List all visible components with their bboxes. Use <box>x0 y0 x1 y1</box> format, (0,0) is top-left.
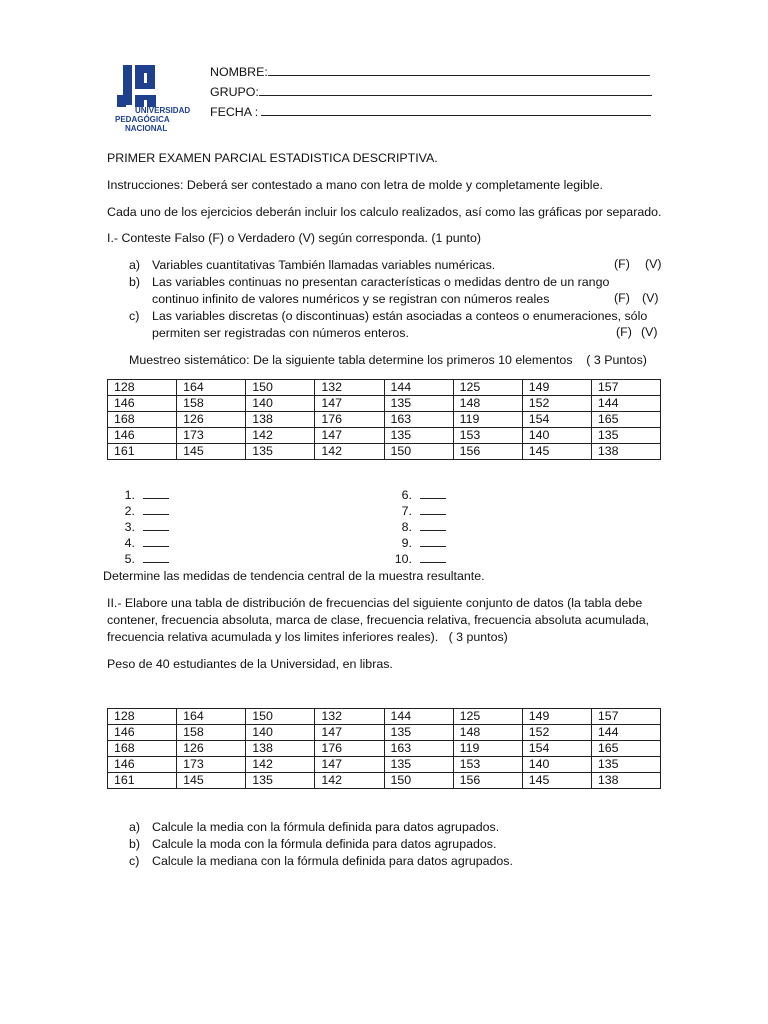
table-cell: 140 <box>246 396 315 412</box>
section2-heading-3: frecuencia relativa acumulada y los limites inferiores reales). ( 3 puntos) <box>107 630 508 644</box>
table-cell: 168 <box>108 741 177 757</box>
table-cell: 164 <box>177 709 246 725</box>
nombre-line[interactable] <box>268 64 650 76</box>
table-cell: 150 <box>246 709 315 725</box>
table-cell: 148 <box>453 725 522 741</box>
table-cell: 165 <box>591 412 660 428</box>
tf-item-c-true[interactable]: (V) <box>641 325 658 339</box>
table-cell: 164 <box>177 380 246 396</box>
table-cell: 140 <box>522 757 591 773</box>
table-cell: 140 <box>522 428 591 444</box>
table-cell: 144 <box>591 396 660 412</box>
table-cell: 126 <box>177 741 246 757</box>
upn-logo-icon <box>113 63 205 133</box>
question-b-text: Calcule la moda con la fórmula definida para datos agrupados. <box>152 837 497 851</box>
table-cell: 125 <box>453 380 522 396</box>
table-cell: 135 <box>591 757 660 773</box>
table-row <box>108 741 661 757</box>
answer-row[interactable]: 10. <box>390 551 510 567</box>
table-cell: 149 <box>522 709 591 725</box>
table-cell: 176 <box>315 741 384 757</box>
table-cell: 150 <box>384 773 453 789</box>
tf-item-a-marker: a) <box>129 258 141 272</box>
table-cell: 158 <box>177 725 246 741</box>
table-cell: 119 <box>453 741 522 757</box>
tf-item-b-marker: b) <box>129 275 141 289</box>
question-b-marker: b) <box>129 837 141 851</box>
table-row <box>108 725 661 741</box>
table-cell: 142 <box>315 773 384 789</box>
table-row <box>108 396 661 412</box>
answer-row[interactable]: 9. <box>390 535 510 551</box>
question-a-marker: a) <box>129 820 141 834</box>
table-cell: 138 <box>246 412 315 428</box>
table-row <box>108 380 661 396</box>
answer-row[interactable]: 6. <box>390 487 510 503</box>
logo-line2: PEDAGÓGICA <box>115 115 170 124</box>
table-cell: 163 <box>384 741 453 757</box>
table-cell: 153 <box>453 428 522 444</box>
table-cell: 157 <box>591 709 660 725</box>
table-cell: 146 <box>108 396 177 412</box>
answer-blank[interactable] <box>143 519 169 531</box>
table-cell: 154 <box>522 412 591 428</box>
table-row <box>108 444 661 460</box>
tf-item-a-text: Variables cuantitativas También llamadas variables numéricas. <box>152 258 496 272</box>
table-cell: 119 <box>453 412 522 428</box>
table-cell: 135 <box>246 444 315 460</box>
logo-line1: UNIVERSIDAD <box>135 106 191 115</box>
table-cell: 173 <box>177 428 246 444</box>
tf-item-c-text-1: Las variables discretas (o discontinuas) están asociadas a conteos o enumeraciones, sólo <box>152 309 648 323</box>
tf-item-a-true[interactable]: (V) <box>645 257 662 271</box>
table-cell: 147 <box>315 428 384 444</box>
question-a-text: Calcule la media con la fórmula definida para datos agrupados. <box>152 820 500 834</box>
answer-row[interactable]: 3. <box>113 519 233 535</box>
table-cell: 146 <box>108 428 177 444</box>
answer-blank[interactable] <box>420 487 446 499</box>
question-c-marker: c) <box>129 854 140 868</box>
table-cell: 146 <box>108 757 177 773</box>
sampling-instruction: Muestreo sistemático: De la siguiente tabla determine los primeros 10 elementos ( 3 Puntos) <box>129 353 647 367</box>
table-cell: 126 <box>177 412 246 428</box>
table-cell: 158 <box>177 396 246 412</box>
table-cell: 147 <box>315 396 384 412</box>
tf-item-b-text-2: continuo infinito de valores numéricos y se registran con números reales <box>152 292 550 306</box>
tf-item-c-false[interactable]: (F) <box>616 325 632 339</box>
table-cell: 173 <box>177 757 246 773</box>
section1-heading: I.- Conteste Falso (F) o Verdadero (V) según corresponda. (1 punto) <box>107 231 481 245</box>
answer-row[interactable]: 1. <box>113 487 233 503</box>
answer-row[interactable]: 8. <box>390 519 510 535</box>
answer-row[interactable]: 7. <box>390 503 510 519</box>
table-cell: 168 <box>108 412 177 428</box>
table-cell: 138 <box>591 773 660 789</box>
table-cell: 146 <box>108 725 177 741</box>
table-cell: 135 <box>384 428 453 444</box>
tendency-instruction: Determine las medidas de tendencia central de la muestra resultante. <box>103 569 485 583</box>
answers-left <box>113 487 233 567</box>
table-cell: 142 <box>246 428 315 444</box>
table-cell: 144 <box>384 709 453 725</box>
fecha-line[interactable] <box>261 104 651 116</box>
table-cell: 153 <box>453 757 522 773</box>
table-cell: 140 <box>246 725 315 741</box>
instructions-2: Cada uno de los ejercicios deberán incluir los calculo realizados, así como las gráficas por separado. <box>107 205 662 219</box>
table-cell: 152 <box>522 725 591 741</box>
section2-heading-2: contener, frecuencia absoluta, marca de clase, frecuencia relativa, frecuencia absoluta acumulada, <box>107 613 650 627</box>
table-cell: 147 <box>315 757 384 773</box>
table-cell: 142 <box>246 757 315 773</box>
grupo-label: GRUPO: <box>210 85 259 99</box>
table-row <box>108 757 661 773</box>
university-logo <box>113 63 205 133</box>
table-cell: 135 <box>384 757 453 773</box>
answers-right <box>390 487 510 567</box>
answer-blank[interactable] <box>420 551 446 563</box>
table-cell: 145 <box>522 773 591 789</box>
fecha-field[interactable] <box>210 104 651 119</box>
table-cell: 154 <box>522 741 591 757</box>
table-cell: 165 <box>591 741 660 757</box>
table-cell: 145 <box>177 444 246 460</box>
table-cell: 161 <box>108 444 177 460</box>
table-cell: 135 <box>591 428 660 444</box>
question-c-text: Calcule la mediana con la fórmula definida para datos agrupados. <box>152 854 513 868</box>
table-row <box>108 428 661 444</box>
table-cell: 147 <box>315 725 384 741</box>
table-cell: 142 <box>315 444 384 460</box>
table-cell: 144 <box>591 725 660 741</box>
answer-row[interactable]: 2. <box>113 503 233 519</box>
table-cell: 157 <box>591 380 660 396</box>
table-cell: 150 <box>384 444 453 460</box>
table-cell: 145 <box>177 773 246 789</box>
table-cell: 128 <box>108 709 177 725</box>
section2-subtitle: Peso de 40 estudiantes de la Universidad, en libras. <box>107 657 393 671</box>
tf-item-a-false[interactable]: (F) <box>614 257 630 271</box>
fecha-label: FECHA : <box>210 105 259 119</box>
table-cell: 163 <box>384 412 453 428</box>
answer-blank[interactable] <box>420 535 446 547</box>
answer-row[interactable]: 4. <box>113 535 233 551</box>
tf-item-b-true[interactable]: (V) <box>642 291 659 305</box>
table-cell: 156 <box>453 773 522 789</box>
table-cell: 132 <box>315 380 384 396</box>
table-cell: 135 <box>384 396 453 412</box>
tf-item-c-text-2: permiten ser registradas con números enteros. <box>152 326 409 340</box>
table-cell: 161 <box>108 773 177 789</box>
answer-row[interactable]: 5. <box>113 551 233 567</box>
instructions: Instrucciones: Deberá ser contestado a mano con letra de molde y completamente legible. <box>107 178 603 192</box>
exam-title: PRIMER EXAMEN PARCIAL ESTADISTICA DESCRIPTIVA. <box>107 151 438 165</box>
tf-item-b-text-1: Las variables continuas no presentan características o medidas dentro de un rango <box>152 275 610 289</box>
table-cell: 144 <box>384 380 453 396</box>
table-cell: 149 <box>522 380 591 396</box>
table-cell: 145 <box>522 444 591 460</box>
table-cell: 135 <box>246 773 315 789</box>
table-cell: 150 <box>246 380 315 396</box>
table-row <box>108 412 661 428</box>
table-cell: 176 <box>315 412 384 428</box>
answer-blank[interactable] <box>143 487 169 499</box>
grupo-field[interactable] <box>210 84 652 99</box>
tf-item-b-false[interactable]: (F) <box>614 291 630 305</box>
answer-blank[interactable] <box>143 535 169 547</box>
table-cell: 132 <box>315 709 384 725</box>
tf-item-c-marker: c) <box>129 309 140 323</box>
table-cell: 156 <box>453 444 522 460</box>
answer-blank[interactable] <box>143 503 169 515</box>
grupo-line[interactable] <box>259 84 652 96</box>
weights-table <box>107 708 661 789</box>
table-cell: 125 <box>453 709 522 725</box>
table-row <box>108 773 661 789</box>
table-cell: 148 <box>453 396 522 412</box>
table-cell: 138 <box>591 444 660 460</box>
table-cell: 135 <box>384 725 453 741</box>
table-cell: 138 <box>246 741 315 757</box>
sampling-table <box>107 379 661 460</box>
answer-blank[interactable] <box>143 551 169 563</box>
nombre-field[interactable] <box>210 64 650 79</box>
logo-line3: NACIONAL <box>125 124 168 133</box>
nombre-label: NOMBRE: <box>210 65 268 79</box>
answer-blank[interactable] <box>420 519 446 531</box>
table-cell: 128 <box>108 380 177 396</box>
answer-blank[interactable] <box>420 503 446 515</box>
section2-heading-1: II.- Elabore una tabla de distribución de frecuencias del siguiente conjunto de datos (la tabla debe <box>107 596 643 610</box>
table-row <box>108 709 661 725</box>
table-cell: 152 <box>522 396 591 412</box>
